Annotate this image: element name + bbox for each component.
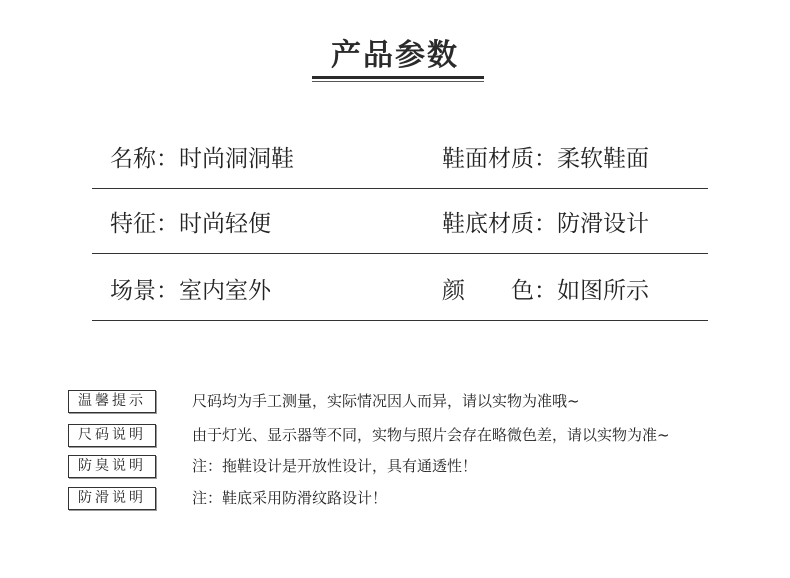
spec-name: 名称：时尚洞洞鞋 [110,146,294,172]
spec-scene: 场景：室内室外 [110,278,271,304]
note-row [68,455,768,479]
note-label-tips: 温馨提示 [68,390,156,413]
note-label-odor: 防臭说明 [68,455,156,478]
row-divider [92,188,708,189]
note-text-size: 由于灯光、显示器等不同，实物与照片会存在略微色差，请以实物为准~ [192,426,670,444]
spec-feature: 特征：时尚轻便 [110,211,271,237]
row-divider [92,320,708,321]
page-title: 产品参数 [331,38,459,73]
note-text-odor: 注：拖鞋设计是开放性设计，具有通透性！ [192,457,478,475]
spec-row [92,207,708,241]
note-text-tips: 尺码均为手工测量，实际情况因人而异，请以实物为准哦~ [192,392,580,410]
spec-sole-material: 鞋底材质：防滑设计 [442,211,649,237]
note-row [68,390,768,414]
note-label-antislip: 防滑说明 [68,487,156,510]
spec-row [92,274,708,308]
note-text-antislip: 注：鞋底采用防滑纹路设计！ [192,489,388,507]
row-divider [92,253,708,254]
note-row [68,487,768,511]
spec-color: 颜 色：如图所示 [442,278,649,304]
spec-upper-material: 鞋面材质：柔软鞋面 [442,146,649,172]
note-label-size: 尺码说明 [68,424,156,447]
note-row [68,424,768,448]
title-underline-thin [312,81,484,82]
spec-row [92,142,708,176]
title-underline [312,76,484,79]
